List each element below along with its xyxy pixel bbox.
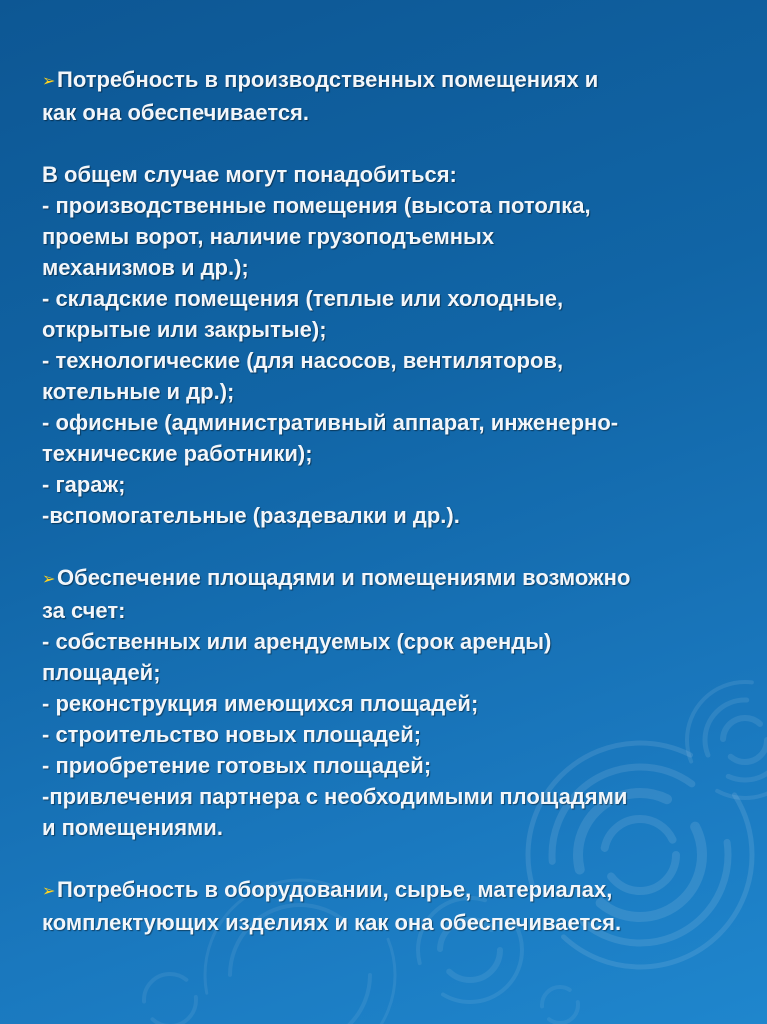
section-heading-line: ➢Обеспечение площадями и помещениями возможно [42, 562, 742, 595]
text-line: механизмов и др.); [42, 255, 249, 280]
arrow-bullet-icon: ➢ [42, 73, 56, 90]
section-heading-line: ➢Потребность в оборудовании, сырье, материалах, [42, 874, 742, 907]
text-line: за счет: [42, 598, 126, 623]
text-line: открытые или закрытые); [42, 317, 327, 342]
text-line: и помещениями. [42, 815, 223, 840]
text-line: - реконструкция имеющихся площадей; [42, 691, 479, 716]
text-line: - производственные помещения (высота потолка, [42, 193, 591, 218]
text-line: технические работники); [42, 441, 313, 466]
arrow-bullet-icon: ➢ [42, 883, 56, 900]
arrow-bullet-icon: ➢ [42, 571, 56, 588]
section-heading-line: ➢Потребность в производственных помещениях и [42, 64, 742, 97]
text-line: - складские помещения (теплые или холодные, [42, 286, 564, 311]
text-line: - технологические (для насосов, вентиляторов, [42, 348, 564, 373]
text-line: проемы ворот, наличие грузоподъемных [42, 224, 495, 249]
text-line: - гараж; [42, 472, 126, 497]
section-production-premises [42, 64, 742, 128]
text-line: -привлечения партнера с необходимыми площадями [42, 784, 628, 809]
text-line: - строительство новых площадей; [42, 722, 422, 747]
text-line: котельные и др.); [42, 379, 235, 404]
section-premises-types [42, 159, 742, 531]
text-line: -вспомогательные (раздевалки и др.). [42, 503, 460, 528]
text-line: площадей; [42, 660, 161, 685]
text-line: - приобретение готовых площадей; [42, 753, 432, 778]
section-equipment-needs [42, 874, 742, 938]
text-line: - собственных или арендуемых (срок аренды) [42, 629, 552, 654]
text-line: комплектующих изделиях и как она обеспечивается. [42, 910, 622, 935]
text-line: - офисные (административный аппарат, инженерно- [42, 410, 619, 435]
text-line: как она обеспечивается. [42, 100, 310, 125]
text-line: В общем случае могут понадобиться: [42, 162, 457, 187]
section-premises-provision [42, 562, 742, 843]
slide-content [42, 64, 742, 938]
